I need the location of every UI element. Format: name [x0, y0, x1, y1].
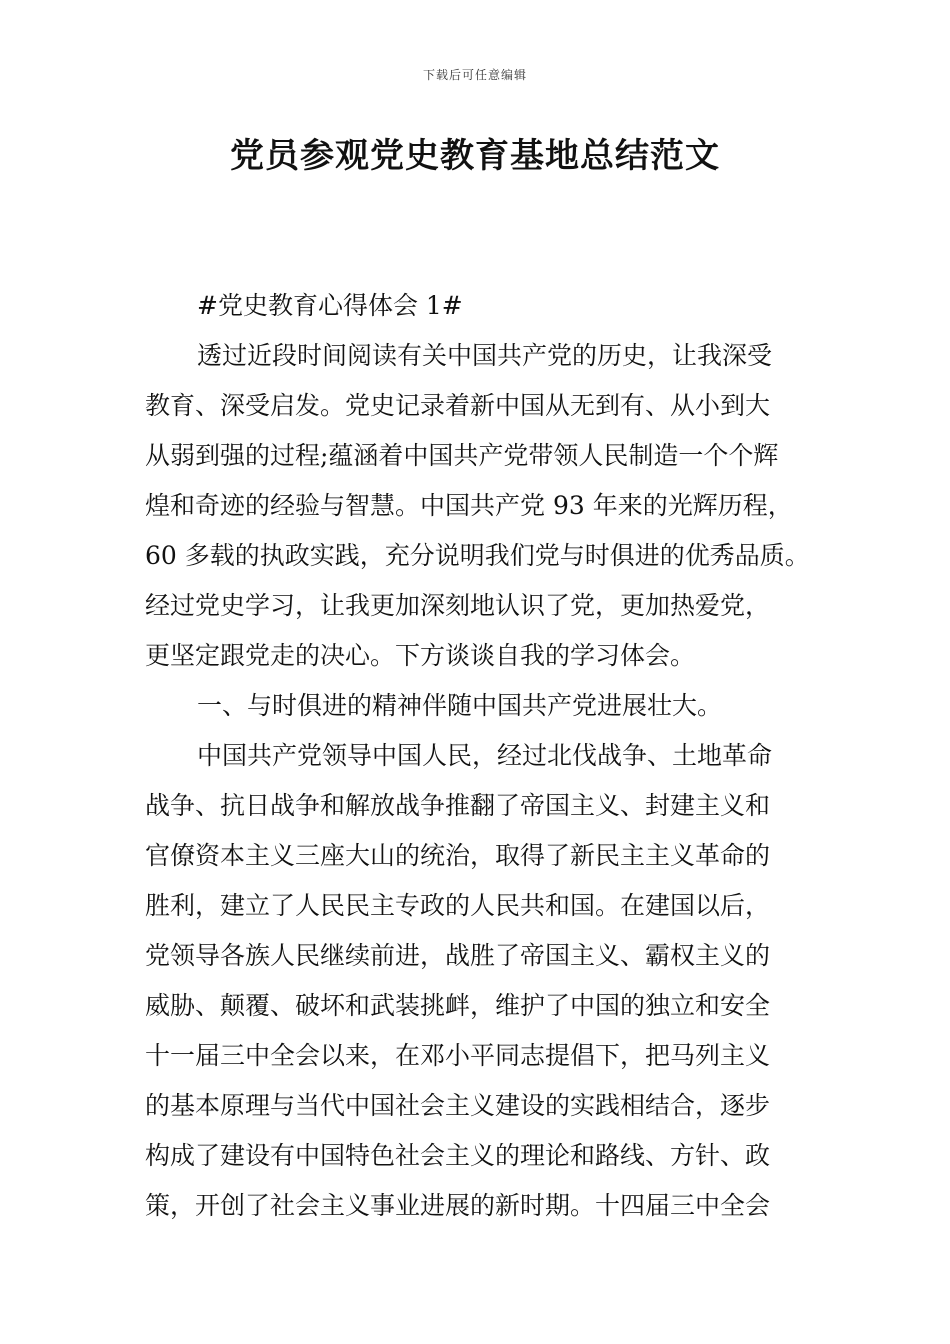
- paragraph-line: 经过党史学习，让我更加深刻地认识了党，更加热爱党，: [145, 591, 771, 620]
- paragraph-line: 更坚定跟党走的决心。下方谈谈自我的学习体会。: [145, 641, 696, 670]
- paragraph-line: 教育、深受启发。党史记录着新中国从无到有、从小到大: [145, 391, 771, 420]
- section-heading: #党史教育心得体会 1#: [197, 291, 463, 320]
- document-title: 党员参观党史教育基地总结范文: [230, 136, 720, 176]
- paragraph-line: 60 多载的执政实践，充分说明我们党与时俱进的优秀品质。: [145, 541, 810, 570]
- paragraph-line: 威胁、颠覆、破坏和武装挑衅，维护了中国的独立和安全: [145, 991, 771, 1020]
- paragraph-line: 构成了建设有中国特色社会主义的理论和路线、方针、政: [145, 1141, 771, 1170]
- header-note: 下载后可任意编辑: [422, 68, 527, 82]
- paragraph-line: 党领导各族人民继续前进，战胜了帝国主义、霸权主义的: [145, 941, 771, 970]
- paragraph-line: 战争、抗日战争和解放战争推翻了帝国主义、封建主义和: [145, 791, 771, 820]
- paragraph-line: 胜利，建立了人民民主专政的人民共和国。在建国以后，: [145, 891, 771, 920]
- paragraph-line: 中国共产党领导中国人民，经过北伐战争、土地革命: [197, 741, 773, 770]
- body-text: [145, 281, 810, 1231]
- paragraph-line: 官僚资本主义三座大山的统治，取得了新民主主义革命的: [145, 841, 771, 870]
- paragraph-line: 透过近段时间阅读有关中国共产党的历史，让我深受: [197, 341, 773, 370]
- paragraph-line: 煌和奇迹的经验与智慧。中国共产党 93 年来的光辉历程，: [145, 491, 793, 520]
- paragraph-line: 的基本原理与当代中国社会主义建设的实践相结合，逐步: [145, 1091, 771, 1120]
- subsection-heading: 一、与时俱进的精神伴随中国共产党进展壮大。: [197, 691, 723, 720]
- paragraph-line: 策，开创了社会主义事业进展的新时期。十四届三中全会: [145, 1191, 771, 1220]
- paragraph-line: 从弱到强的过程;蕴涵着中国共产党带领人民制造一个个辉: [145, 441, 779, 470]
- paragraph-line: 十一届三中全会以来，在邓小平同志提倡下，把马列主义: [145, 1041, 771, 1070]
